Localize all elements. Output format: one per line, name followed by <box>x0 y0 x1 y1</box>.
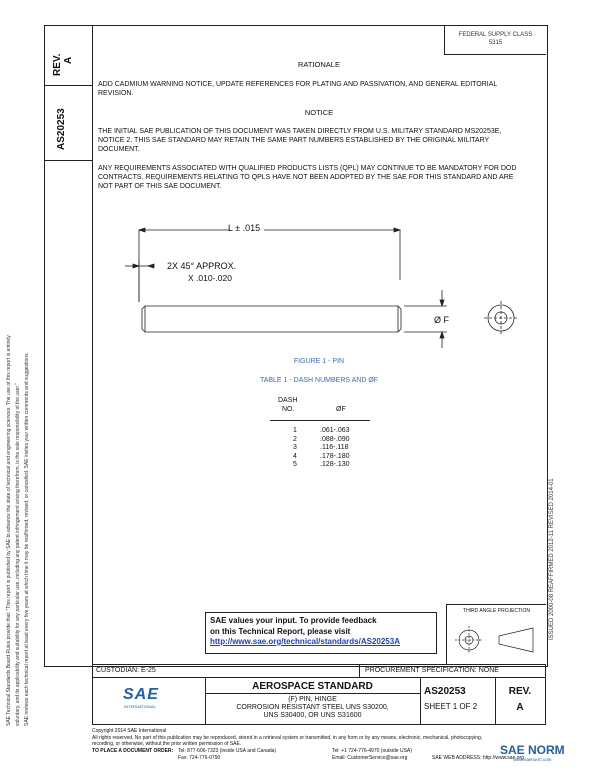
feedback-link[interactable]: http://www.sae.org/technical/standards/AS20253A <box>210 637 400 646</box>
chamfer-note-2: X .010-.020 <box>188 273 232 283</box>
dash-dia: .178-.180 <box>320 452 350 460</box>
fed-supply-label: FEDERAL SUPPLY CLASS <box>458 32 533 38</box>
figure-caption: FIGURE 1 - PIN <box>293 358 345 365</box>
diameter-label: Ø F <box>434 315 449 325</box>
dash-no: 1 <box>293 427 297 434</box>
copyright-line: Copyright 2014 SAE International <box>92 728 167 734</box>
part-title-2: CORROSION RESISTANT STEEL UNS S30200, <box>236 704 389 711</box>
part-title <box>205 696 420 720</box>
dash-no: 4 <box>293 452 297 460</box>
feedback-box <box>205 612 437 654</box>
table-row <box>270 461 370 470</box>
watermark-text: SAE NORM <box>500 743 565 757</box>
custodian-row <box>92 664 546 678</box>
standard-title: AEROSPACE STANDARD <box>205 681 420 694</box>
table-row <box>270 444 370 453</box>
chamfer-note-1: 2X 45° APPROX. <box>167 261 237 271</box>
dash-no: 2 <box>293 435 297 443</box>
sae-logo-text: SAE <box>123 686 159 703</box>
web-address[interactable]: SAE WEB ADDRESS: http://www.sae.org <box>432 754 524 761</box>
projection-symbol <box>447 614 545 662</box>
table-row <box>270 436 370 445</box>
fed-supply-code: 5315 <box>488 40 503 46</box>
sheet-number: SHEET 1 OF 2 <box>424 702 478 711</box>
projection-box <box>446 604 546 665</box>
sae-logo-sub: INTERNATIONAL <box>124 704 156 709</box>
dash-header-1: DASH <box>278 397 298 404</box>
dash-dia: .116-.118 <box>320 444 349 451</box>
rights-line-2: recording, or otherwise, without the prior written permission of SAE. <box>92 741 242 747</box>
email[interactable]: Email: CustomerService@sae.org <box>332 754 408 761</box>
title-block <box>92 677 546 725</box>
federal-supply-class <box>444 25 546 55</box>
strip-divider <box>44 160 92 161</box>
watermark-sub: www.saenorm.com <box>513 757 552 762</box>
issue-dates: ISSUED 2000-08 REAFFIRMED 2012-11 REVISED 2014-01 <box>549 478 555 640</box>
strip-divider <box>44 85 92 86</box>
rev-value-vertical: A <box>63 56 74 64</box>
procurement-spec: PROCUREMENT SPECIFICATION: NONE <box>365 667 499 674</box>
dash-table <box>270 397 370 470</box>
notice-title: NOTICE <box>304 108 334 117</box>
rights-line: All rights reserved. No part of this publication may be reproduced, stored in a retrieval system or transmitted, in any form or by any means, electronic, mechanical, photocopying, <box>92 734 483 741</box>
watermark <box>500 743 565 762</box>
tel-domestic: Tel: 877-606-7323 (inside USA and Canada) <box>178 747 277 754</box>
doc-number-vertical: AS20253 <box>56 108 67 150</box>
notice-paragraph-2: ANY REQUIREMENTS ASSOCIATED WITH QUALIFIED PRODUCTS LISTS (QPL) MAY CONTINUE TO BE MANDATORY FOR DOD CONTRACTS. REQUIREMENTS RELATING TO QPLS HAVE NOT BEEN ADOPTED BY THE SAE FOR THIS STANDARD AND ARE NOT PART OF THIS SAE DOCUMENT. <box>98 165 517 190</box>
projection-label: THIRD ANGLE PROJECTION <box>463 608 530 614</box>
table-caption: TABLE 1 - DASH NUMBERS AND ØF <box>259 377 379 384</box>
notice-paragraph-1: THE INITIAL SAE PUBLICATION OF THIS DOCUMENT WAS TAKEN DIRECTLY FROM U.S. MILITARY STANDARD MS20253E, NOTICE 2. THIS SAE STANDARD MAY RETAIN THE SAME PART NUMBERS ESTABLISHED BY THE ORIGINAL MILITARY DOCUMENT. <box>98 128 502 153</box>
sae-logo <box>123 686 157 709</box>
dash-dia: .128-.130 <box>320 461 350 468</box>
dash-header-2: NO. <box>282 406 295 413</box>
footer-rev-value: A <box>516 702 524 713</box>
dash-dia: .061-.063 <box>320 427 350 434</box>
sae-rules-text: SAE Technical Standards Board Rules provide that: "This report is published by SAE to advance the state of technical and engineering sciences. The use of this report is entirely <box>6 335 12 726</box>
dash-no: 3 <box>293 444 297 451</box>
dash-dia: .088-.090 <box>320 435 350 443</box>
tel-international: Tel: +1 724-776-4970 (outside USA) <box>332 747 412 754</box>
order-label: TO PLACE A DOCUMENT ORDER: <box>92 747 174 754</box>
part-title-1: (F) PIN, HINGE <box>288 696 337 703</box>
table-row <box>270 427 370 436</box>
left-title-strip <box>44 25 93 667</box>
table-row <box>270 453 370 462</box>
sae-review-text: SAE reviews each technical report at least every five years at which time it may be reaffirmed, revised, or cancelled. SAE invites your written comments and suggestions. <box>24 352 30 726</box>
part-title-3: UNS S30400, OR UNS S31600 <box>263 712 362 719</box>
sae-rules-text: voluntary, and its applicability and suitability for any particular use, including any patent infringement arising therefrom, is the sole responsibility of the user." <box>15 383 21 726</box>
rationale-title: RATIONALE <box>298 60 340 69</box>
footer-doc-number: AS20253 <box>424 686 466 697</box>
rationale-text: ADD CADMIUM WARNING NOTICE, UPDATE REFERENCES FOR PLATING AND PASSIVATION, AND GENERAL EDITORIAL REVISION. <box>98 81 498 97</box>
dash-no: 5 <box>293 461 297 468</box>
dia-header: ØF <box>336 406 346 413</box>
feedback-line-1: SAE values your input. To provide feedback <box>210 616 377 625</box>
feedback-line-2: on this Technical Report, please visit <box>210 626 351 636</box>
rev-label-vertical: REV. <box>52 53 63 76</box>
footer-rev-label: REV. <box>508 686 532 697</box>
dash-table-body <box>270 420 370 470</box>
pin-drawing <box>92 210 546 360</box>
copyright-block <box>92 728 552 762</box>
length-dimension: L ± .015 <box>228 223 261 233</box>
fax: Fax: 724-776-0790 <box>178 754 221 761</box>
custodian: CUSTODIAN: E-25 <box>96 667 156 674</box>
